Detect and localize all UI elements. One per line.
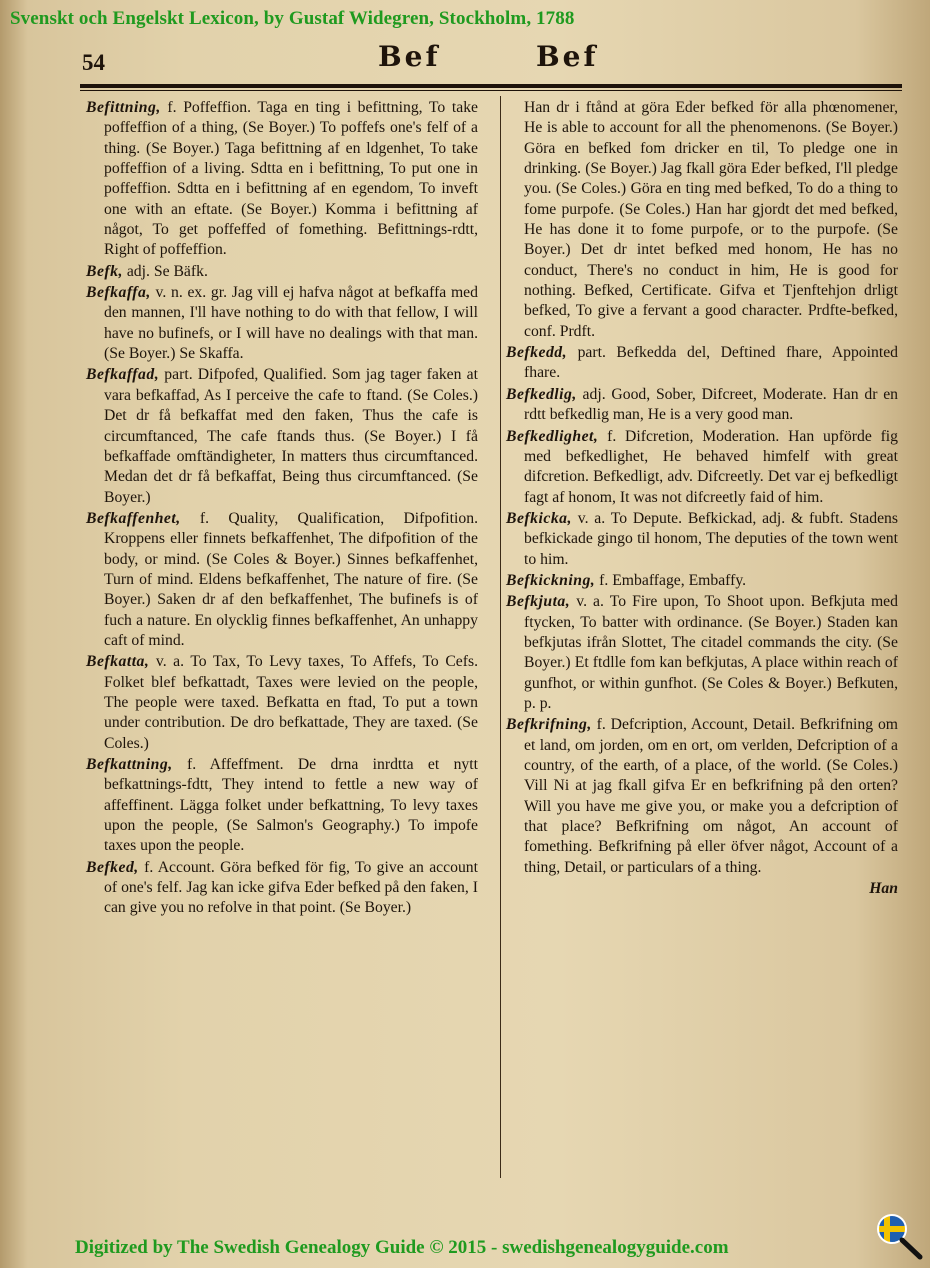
dictionary-entry — [506, 343, 898, 384]
entry-body: Han dr i ftånd at göra Eder befked för alla phœnomener, He is able to account for all the phenomenons. (Se Boyer.) Göra en befked fom dricker en til, To pledge one in drinking. (Se Boyer.) Jag fkall göra Eder befked, I'll pledge you. (Se Coles.) Göra en ting med befked, To do a thing to fome purpofe. (Se Coles.) Han har gjordt det med befked, He has done it to fome purpofe, or to the purpofe. (Se Boyer.) Det dr intet befked med honom, He has no conduct, There's no conduct in him, He is good for nothing. Befked, Certificate. Gifva et Tjenftehjon drligt befked, To give a fervant a good character. Prdfte-befked, conf. Prdft. — [524, 99, 898, 340]
entry-headword: Befkaffad, — [86, 366, 160, 384]
top-banner: Svenskt och Engelskt Lexicon, by Gustaf Widegren, Stockholm, 1788 — [10, 8, 575, 29]
entry-body: f. Defcription, Account, Detail. Befkrifning om et land, om jorden, om en ort, om verlden, Defcription of a country, of the earth, of a place, of the world. (Se Coles.) Vill Ni at jag fkall gifva Er en befkrifning på den orten? Will you have me give you, or make you a defcription of that place? Befkrifning om något, An account of fomething. Befkrifning på eller öfver något, Account of a thing, Detail, or particulars of a thing. — [524, 716, 898, 876]
dictionary-entry — [86, 262, 478, 282]
entry-headword: Befked, — [86, 858, 139, 876]
dictionary-entry — [506, 715, 898, 878]
entry-body: adj. Se Bäfk. — [122, 262, 208, 280]
dictionary-entry — [86, 98, 478, 261]
entry-body: f. Difcretion, Moderation. Han upförde fig med befkedlighet, He behaved himfelf with great difcretion. Befkedligt, adv. Difcreetly. Det var ej befkedligt fagt af honom, It was not difcreetly faid of him. — [524, 427, 898, 506]
entry-body: v. a. To Depute. Befkickad, adj. & fubft. Stadens befkickade gingo til honom, The deputies of the town went to him. — [524, 509, 898, 568]
left-column — [86, 98, 478, 920]
entry-body: v. a. To Tax, To Levy taxes, To Affefs, To Cefs. Folket blef befkattadt, Taxes were levied on the people, The people were taxed. Befkatta en ftad, To put a town under contribution. De dro befkattade, They are taxed. (Se Coles.) — [104, 653, 478, 752]
dictionary-entry — [86, 509, 478, 651]
page-number: 54 — [82, 50, 105, 75]
entry-body: f. Account. Göra befked för fig, To give an account of one's felf. Jag kan icke gifva Eder befked på den faken, I can give you no refolve in that point. (Se Boyer.) — [104, 858, 478, 917]
entry-body: part. Befkedda del, Deftined fhare, Appointed fhare. — [524, 344, 898, 382]
entry-headword: Befk, — [86, 262, 123, 280]
swedish-flag-magnifier-icon — [874, 1212, 926, 1262]
dictionary-entry — [86, 652, 478, 754]
entry-headword: Befkaffenhet, — [86, 509, 181, 527]
entry-body: f. Affeffment. De drna inrdtta et nytt befkattnings-fdtt, They intend to fettle a new way of affeffinent. Lägga folket under befkattning, To levy taxes upon the people, (Se Salmon's Geography.) To impofe taxes upon the people. — [104, 756, 478, 855]
entry-headword: Befkickning, — [506, 571, 596, 589]
entry-body: part. Difpofed, Qualified. Som jag tager faken at vara befkaffad, As I perceive the cafe to ftand. (Se Coles.) Det dr få befkaffat med den faken, Thus the cafe is circumftanced, The cafe ftands thus. (Se Boyer.) I få befkaffade omftändigheter, In matters thus circumftanced. Medan det dr få befkaffat, Being thus circumftanced. (Se Boyer.) — [104, 366, 478, 506]
entry-headword: Befittning, — [86, 99, 161, 116]
entry-headword: Befkedd, — [506, 344, 568, 362]
dictionary-entry — [506, 592, 898, 714]
entry-body: adj. Good, Sober, Difcreet, Moderate. Han dr en rdtt befkedlig man, He is a very good man. — [524, 385, 898, 424]
running-head-right: Bef — [536, 40, 599, 73]
header-rule — [80, 84, 902, 88]
header-rule-thin — [80, 90, 902, 91]
entry-body: v. a. To Fire upon, To Shoot upon. Befkjuta med ftycken, To batter with ordinance. (Se Boyer.) Staden kan befkjutas ifrån Slottet, The citadel commands the city. (Se Boyer.) Et ftdlle fom kan befkjutas, A place within reach of gunfhot, or within gunfhot. (Se Coles & Boyer.) Befkuten, p. p. — [524, 593, 898, 712]
entry-body: v. n. ex. gr. Jag vill ej hafva något at befkaffa med den mannen, I'll have nothing to do with that fellow, I will have no bufinefs, or I will have no dealings with that man. (Se Boyer.) Se Skaffa. — [104, 284, 478, 363]
dictionary-entry — [86, 858, 478, 919]
running-head-left: Bef — [378, 40, 441, 73]
entry-headword: Befkaffa, — [86, 284, 151, 302]
entry-headword: Befkatta, — [86, 653, 150, 671]
entry-headword: Befkicka, — [506, 509, 572, 527]
column-divider — [500, 96, 501, 1178]
entry-body: f. Quality, Qualification, Difpofition. Kroppens eller finnets befkaffenhet, The difpofition of the body, or mind. (Se Coles & Boyer.) Sinnes befkaffenhet, Turn of mind. Eldens befkaffenhet, The nature of fire. (Se Boyer.) Saken dr af den befkaffenhet, The bufinefs is of fuch a nature. En olycklig finnes befkaffenhet, An unhappy caft of mind. — [104, 509, 478, 649]
right-column — [506, 98, 898, 899]
entry-body: f. Poffeffion. Taga en ting i befittning, To take poffeffion of a thing, (Se Boyer.) To poffefs one's felf of a thing. (Se Boyer.) Taga befittning af en ldgenhet, To take poffeffion of a living. Sdtta en i befittning, To put one in poffeffion. Sdtta en i befittning af en egendom, To inveft one with an eftate. (Se Boyer.) Komma i befittning af något, To get poffeffed of fomething. Befittnings-rdtt, Right of poffeffion. — [104, 99, 478, 259]
dictionary-entry — [86, 755, 478, 857]
dictionary-entry — [506, 385, 898, 426]
dictionary-entry — [506, 509, 898, 570]
entry-headword: Befkedlig, — [506, 385, 577, 403]
entry-body: f. Embaffage, Embaffy. — [595, 571, 747, 589]
dictionary-entry — [86, 365, 478, 507]
entry-headword: Befkedlighet, — [506, 427, 599, 445]
dictionary-entry — [506, 571, 898, 591]
entry-headword: Befkattning, — [86, 756, 173, 773]
bottom-banner: Digitized by The Swedish Genealogy Guide © 2015 - swedishgenealogyguide.com — [75, 1237, 729, 1258]
dictionary-entry — [86, 283, 478, 364]
catchword: Han — [869, 880, 898, 898]
entry-headword: Befkrifning, — [506, 716, 592, 734]
dictionary-entry-continued — [506, 98, 898, 342]
entry-headword: Befkjuta, — [506, 593, 571, 611]
dictionary-entry — [506, 427, 898, 508]
